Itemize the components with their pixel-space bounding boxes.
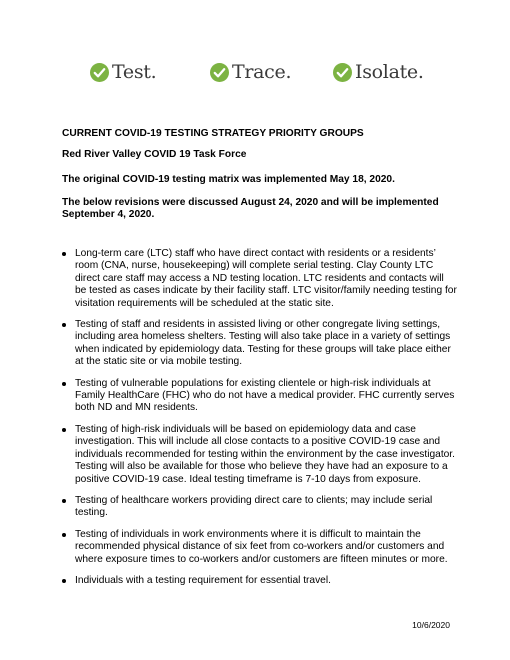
logo-trace-label: Trace. (232, 61, 292, 83)
check-circle-icon (90, 63, 109, 82)
bullet-icon (62, 382, 66, 386)
list-item (62, 529, 457, 566)
bullet-icon (62, 499, 66, 503)
revisions-note: The below revisions were discussed August 24, 2020 and will be implemented September 4, 2020. (62, 197, 439, 220)
list-item (62, 424, 457, 486)
list-item-text: Individuals with a testing requirement for essential travel. (75, 574, 331, 586)
document-title: CURRENT COVID-19 TESTING STRATEGY PRIORITY GROUPS (62, 128, 364, 139)
implemented-note: The original COVID-19 testing matrix was implemented May 18, 2020. (62, 174, 395, 185)
document-body (62, 128, 457, 596)
logo-trace (210, 58, 291, 86)
list-item (62, 495, 457, 520)
list-item (62, 248, 457, 310)
priority-group-list (62, 248, 457, 587)
list-item-text: Testing of staff and residents in assisted living or other congregate living settings, including area homeless shelters. Testing will also take place in a variety of settings when indicated by epidemiology data. Testing for these groups will take place either at the static site or via mobile testing. (75, 319, 451, 368)
logo-isolate (333, 58, 424, 86)
logo-banner (0, 58, 510, 86)
bullet-icon (62, 533, 66, 537)
list-item-text: Long-term care (LTC) staff who have direct contact with residents or a residents’ room (CNA, nurse, housekeeping) will complete serial testing. Clay County LTC direct care staff may access a ND testing location. LTC residents and contacts will be tested as cases indicate by their facility staff. LTC visitor/family needing testing for visitation requirements will be scheduled at the static site. (75, 248, 457, 309)
bullet-icon (62, 579, 66, 583)
bullet-icon (62, 323, 66, 327)
list-item-text: Testing of vulnerable populations for existing clientele or high-risk individuals at Family HealthCare (FHC) who do not have a medical provider. FHC currently serves both ND and MN residents. (75, 377, 455, 414)
list-item-text: Testing of individuals in work environments where it is difficult to maintain the recommended physical distance of six feet from co-workers and/or customers and where exposure times to co-workers and/or customers are fifteen minutes or more. (75, 528, 448, 565)
check-circle-icon (210, 63, 229, 82)
logo-test (90, 58, 156, 86)
list-item-text: Testing of high-risk individuals will be based on epidemiology data and case investigation. This will include all close contacts to a positive COVID-19 case and individuals recommended for testing within the environment by the case investigator. Testing will also be available for those who believe they have had an exposure to a positive COVID-19 case. Ideal testing timeframe is 7-10 days from exposure. (75, 423, 455, 485)
footer-date: 10/6/2020 (412, 620, 450, 630)
document-subtitle: Red River Valley COVID 19 Task Force (62, 149, 247, 160)
bullet-icon (62, 252, 66, 256)
logo-test-label: Test. (112, 61, 157, 83)
list-item (62, 319, 457, 369)
list-item-text: Testing of healthcare workers providing direct care to clients; may include serial testing. (75, 494, 433, 519)
list-item (62, 378, 457, 415)
bullet-icon (62, 428, 66, 432)
check-circle-icon (333, 63, 352, 82)
logo-isolate-label: Isolate. (355, 61, 424, 83)
list-item (62, 575, 457, 587)
